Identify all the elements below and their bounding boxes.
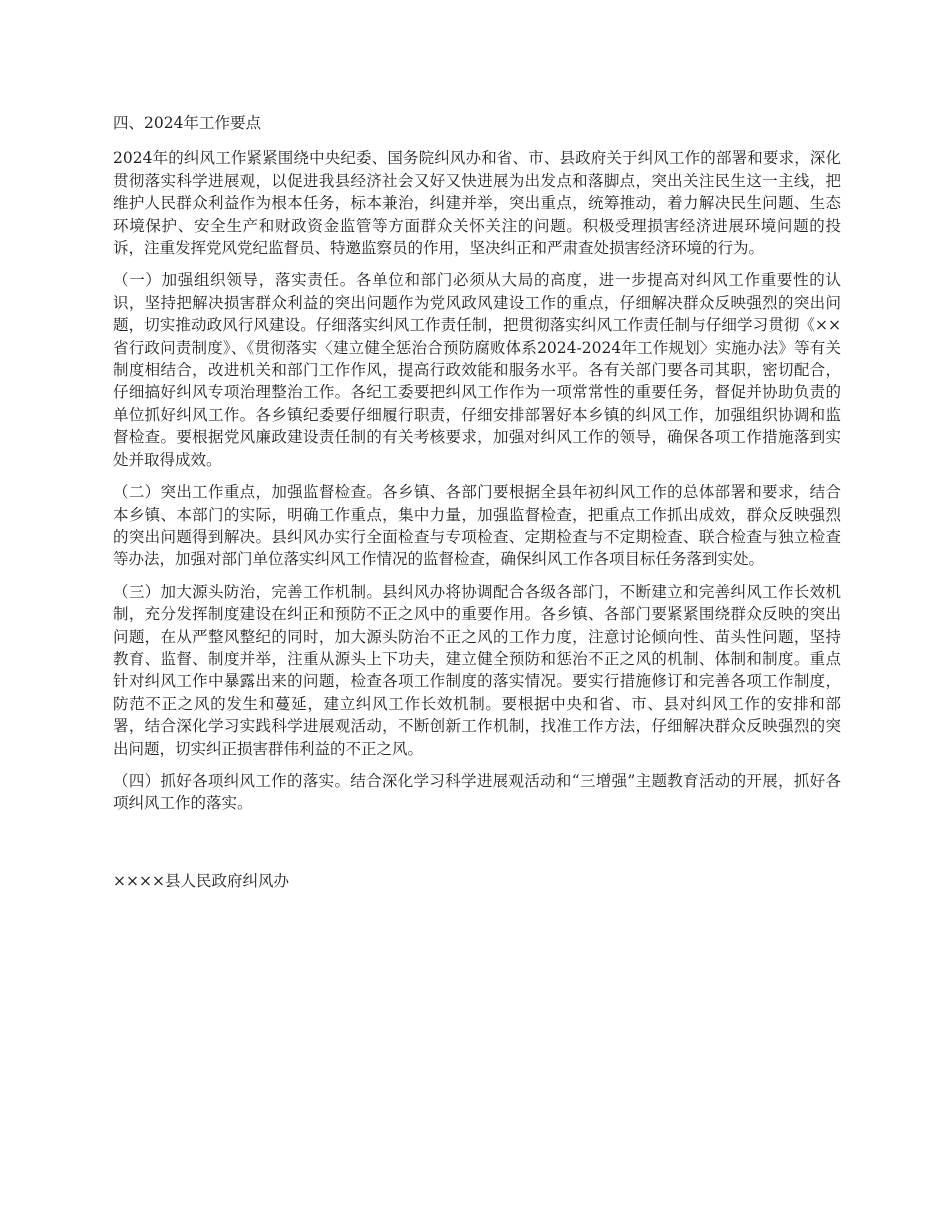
paragraph-item-2: （二）突出工作重点，加强监督检查。各乡镇、各部门要根据全县年初纠风工作的总体部署和要求，结合本乡镇、本部门的实际，明确工作重点，集中力量，加强监督检查，把重点工作抓出成效，群众反映强烈的突出问题得到解决。县纠风办实行全面检查与专项检查、定期检查与不定期检查、联合检查与独立检查等办法，加强对部门单位落实纠风工作情况的监督检查，确保纠风工作各项目标任务落到实处。 xyxy=(113,483,841,569)
section-heading: 四、2024年工作要点 xyxy=(113,114,261,132)
paragraph-intro: 2024年的纠风工作紧紧围绕中央纪委、国务院纠风办和省、市、县政府关于纠风工作的部署和要求，深化贯彻落实科学进展观，以促进我县经济社会又好又快进展为出发点和落脚点，突出关注民生这一主线，把维护人民群众利益作为根本任务，标本兼治，纠建并举，突出重点，统筹推动，着力解决民生问题、生态环境保护、安全生产和财政资金监管等方面群众关怀关注的问题。积极受理损害经济进展环境问题的投诉，注重发挥党风党纪监督员、特邀监察员的作用，坚决纠正和严肃查处损害经济环境的行为。 xyxy=(113,149,841,258)
document-body xyxy=(113,112,841,908)
paragraph-item-3: （三）加大源头防治，完善工作机制。县纠风办将协调配合各级各部门，不断建立和完善纠风工作长效机制，充分发挥制度建设在纠正和预防不正之风中的重要作用。各乡镇、各部门要紧紧围绕群众反映的突出问题，在从严整风整纪的同时，加大源头防治不正之风的工作力度，注意讨论倾向性、苗头性问题，坚持教育、监督、制度并举，注重从源头上下功夫，建立健全预防和惩治不正之风的机制、体制和制度。重点针对纠风工作中暴露出来的问题，检查各项工作制度的落实情况。要实行措施修订和完善各项工作制度，防范不正之风的发生和蔓延，建立纠风工作长效机制。要根据中央和省、市、县对纠风工作的安排和部署，结合深化学习实践科学进展观活动，不断创新工作机制，找准工作方法，仔细解决群众反映强烈的突出问题，切实纠正损害群伟利益的不正之风。 xyxy=(113,582,841,758)
signature: ××××县人民政府纠风办 xyxy=(113,871,289,890)
paragraph-item-1: （一）加强组织领导，落实责任。各单位和部门必须从大局的高度，进一步提高对纠风工作重要性的认识，坚持把解决损害群众利益的突出问题作为党风政风建设工作的重点，仔细解决群众反映强烈的突出问题，切实推动政风行风建设。仔细落实纠风工作责任制，把贯彻落实纠风工作责任制与仔细学习贯彻《××省行政问责制度》、《贯彻落实〈建立健全惩治合预防腐败体系2024-2024年工作规划〉实施办法》等有关制度相结合，改进机关和部门工作作风，提高行政效能和服务水平。各有关部门要各司其职，密切配合，仔细搞好纠风专项治理整治工作。各纪工委要把纠风工作作为一项常常性的重要任务，督促并协助负责的单位抓好纠风工作。各乡镇纪委要仔细履行职责，仔细安排部署好本乡镇的纠风工作，加强组织协调和监督检查。要根据党风廉政建设责任制的有关考核要求，加强对纠风工作的领导，确保各项工作措施落到实处并取得成效。 xyxy=(113,271,841,469)
paragraph-item-4: （四）抓好各项纠风工作的落实。结合深化学习科学进展观活动和“三增强”主题教育活动的开展，抓好各项纠风工作的落实。 xyxy=(113,771,841,813)
